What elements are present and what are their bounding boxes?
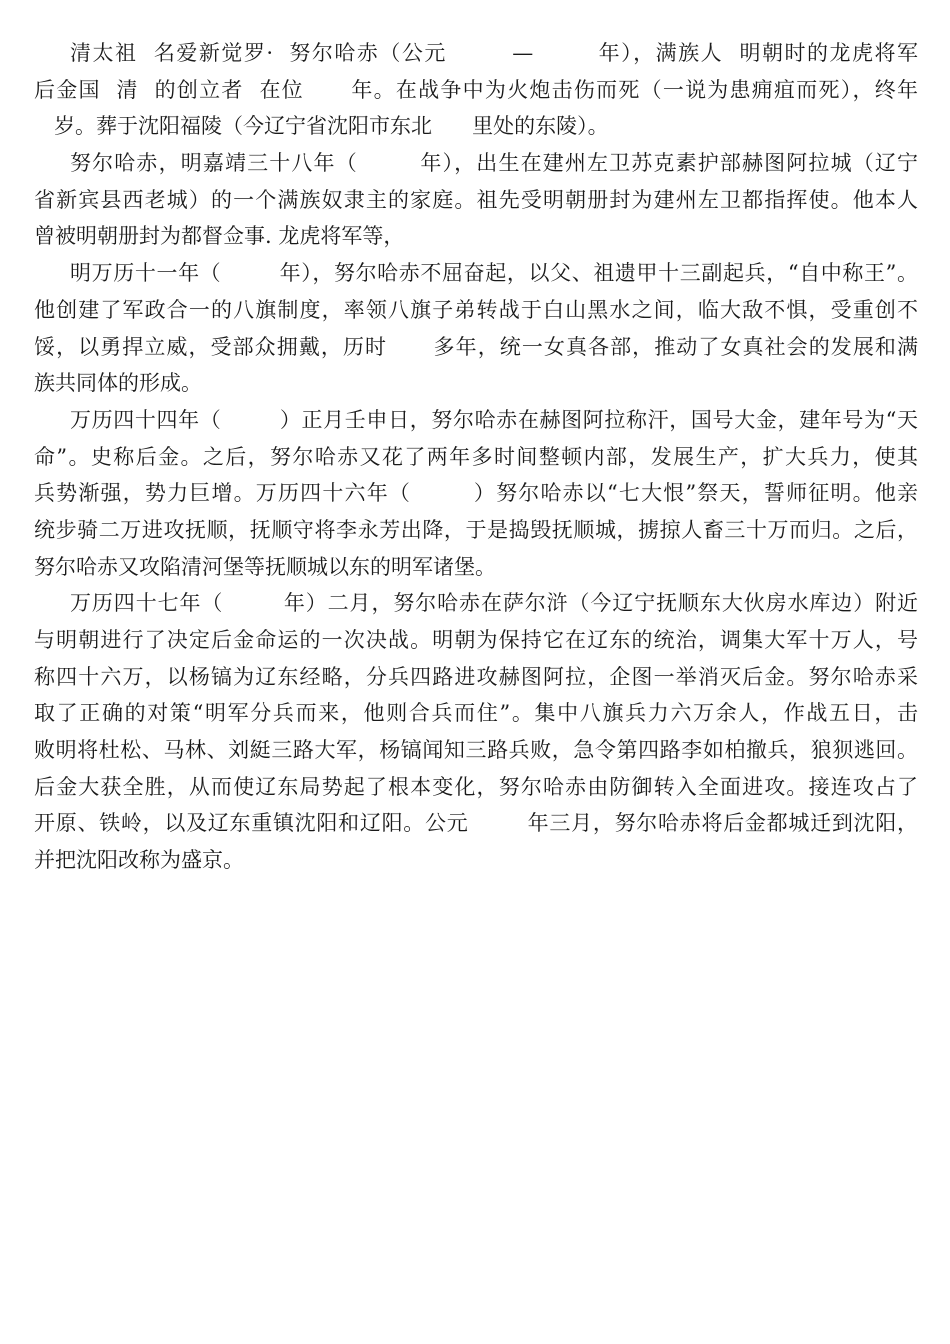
text-line: 明万历十一年（ 年），努尔哈赤不屈奋起，以父、祖遗甲十三副起兵，“自中称王”。: [70, 261, 918, 286]
text-line: 兵势渐强，势力巨增。万历四十六年（ ）努尔哈赤以“七大恨”祭天，誓师征明。他亲: [34, 481, 918, 506]
text-line: 清太祖 名爱新觉罗· 努尔哈赤（公元 — 年），满族人 明朝时的龙虎将军: [70, 41, 918, 65]
text-line: 省新宾县西老城）的一个满族奴隶主的家庭。祖先受明朝册封为建州左卫都指挥使。他本人: [34, 187, 918, 212]
text-line: 万历四十七年（ 年）二月，努尔哈赤在萨尔浒（今辽宁抚顺东大伙房水库边）附近: [70, 591, 918, 616]
text-line: 万历四十四年（ ）正月壬申日，努尔哈赤在赫图阿拉称汗，国号大金，建年号为“天: [70, 407, 918, 432]
paragraph-1: [34, 35, 918, 145]
text-line: 后金大获全胜，从而使辽东局势起了根本变化，努尔哈赤由防御转入全面进攻。接连攻占了: [34, 774, 918, 799]
paragraph-3: [34, 255, 918, 402]
text-line: 统步骑二万进攻抚顺，抚顺守将李永芳出降，于是捣毁抚顺城，掳掠人畜三十万而归。之后，: [34, 517, 918, 542]
text-line: 与明朝进行了决定后金命运的一次决战。明朝为保持它在辽东的统治，调集大军十万人，号: [34, 628, 918, 652]
text-line: 败明将杜松、马林、刘綎三路大军，杨镐闻知三路兵败，急令第四路李如柏撤兵，狼狈逃回。: [34, 738, 918, 763]
text-line: 后金国 清 的创立者 在位 年。在战争中为火炮击伤而死（一说为患痈疽而死），终年: [34, 77, 918, 102]
text-line: 努尔哈赤，明嘉靖三十八年（ 年），出生在建州左卫苏克素护部赫图阿拉城（辽宁: [70, 151, 918, 176]
paragraph-4: [34, 402, 918, 585]
text-line: 岁。葬于沈阳福陵（今辽宁省沈阳市东北 里处的东陵）。: [34, 114, 609, 139]
text-line: 馁，以勇捍立威，受部众拥戴，历时 多年，统一女真各部，推动了女真社会的发展和满: [34, 334, 918, 359]
text-line: 族共同体的形成。: [34, 371, 202, 396]
text-line: 称四十六万，以杨镐为辽东经略，分兵四路进攻赫图阿拉，企图一举消灭后金。努尔哈赤采: [34, 664, 918, 689]
paragraph-5: [34, 585, 918, 879]
text-line: 命”。史称后金。之后，努尔哈赤又花了两年多时间整顿内部，发展生产，扩大兵力，使其: [34, 444, 918, 469]
text-line: 努尔哈赤又攻陷清河堡等抚顺城以东的明军诸堡。: [34, 554, 496, 579]
text-line: 曾被明朝册封为都督佥事. 龙虎将军等，: [34, 224, 405, 249]
text-line: 取了正确的对策“明军分兵而来，他则合兵而住”。集中八旗兵力六万余人，作战五日，击: [34, 701, 918, 726]
text-line: 开原、铁岭，以及辽东重镇沈阳和辽阳。公元 年三月，努尔哈赤将后金都城迁到沈阳，: [34, 811, 918, 836]
text-line: 他创建了军政合一的八旗制度，率领八旗子弟转战于白山黑水之间，临大敌不惧，受重创不: [34, 297, 918, 322]
text-line: 并把沈阳改称为盛京。: [34, 848, 244, 873]
paragraph-2: [34, 145, 918, 255]
document-page: [34, 35, 918, 879]
